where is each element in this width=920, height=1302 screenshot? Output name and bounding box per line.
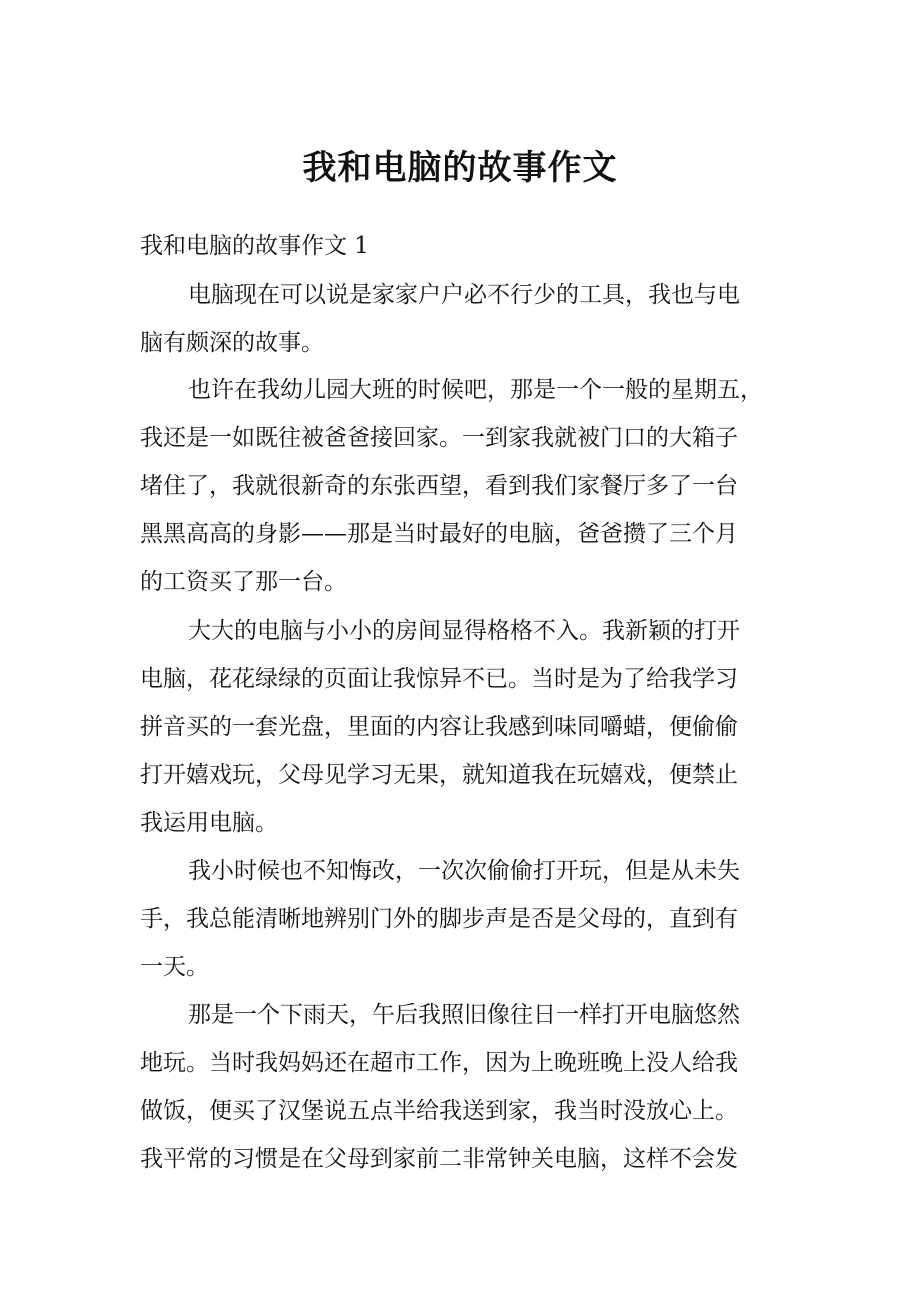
paragraph-line: 也许在我幼儿园大班的时候吧，那是一个一般的星期五， (188, 377, 763, 403)
paragraph-line: 我小时候也不知悔改，一次次偷偷打开玩，但是从未失 (188, 858, 740, 884)
paragraph-line: 那是一个下雨天，午后我照旧像往日一样打开电脑悠然 (188, 1002, 740, 1028)
paragraph-1 (140, 271, 780, 367)
paragraph-line: 拼音买的一套光盘，里面的内容让我感到味同嚼蜡，便偷偷 (140, 714, 738, 740)
paragraph-line: 的工资买了那一台。 (140, 569, 347, 595)
paragraph-line: 黑黑高高的身影——那是当时最好的电脑，爸爸攒了三个月 (140, 521, 738, 547)
paragraph-line: 我运用电脑。 (140, 810, 278, 836)
paragraph-line: 地玩。当时我妈妈还在超市工作，因为上晚班晚上没人给我 (140, 1050, 738, 1076)
paragraph-line: 脑有颇深的故事。 (140, 330, 324, 356)
paragraph-4 (140, 847, 780, 991)
paragraph-line: 电脑，花花绿绿的页面让我惊异不已。当时是为了给我学习 (140, 666, 738, 692)
paragraph-line: 一天。 (140, 954, 209, 980)
paragraph-2 (140, 366, 780, 606)
paragraph-line: 手，我总能清晰地辨别门外的脚步声是否是父母的，直到有 (140, 906, 738, 932)
paragraph-line: 打开嬉戏玩，父母见学习无果，就知道我在玩嬉戏，便禁止 (140, 762, 738, 788)
paragraph-5 (140, 991, 780, 1183)
paragraph-line: 做饭，便买了汉堡说五点半给我送到家，我当时没放心上。 (140, 1098, 738, 1124)
section-heading: 我和电脑的故事作文 1 (140, 233, 369, 259)
paragraph-3 (140, 607, 780, 847)
paragraph-line: 大大的电脑与小小的房间显得格格不入。我新颖的打开 (188, 618, 740, 644)
paragraph-line: 我平常的习惯是在父母到家前二非常钟关电脑，这样不会发 (140, 1146, 738, 1172)
document-title: 我和电脑的故事作文 (302, 148, 618, 188)
paragraph-line: 堵住了，我就很新奇的东张西望，看到我们家餐厅多了一台 (140, 473, 738, 499)
paragraph-line: 我还是一如既往被爸爸接回家。一到家我就被门口的大箱子 (140, 425, 738, 451)
paragraph-line: 电脑现在可以说是家家户户必不行少的工具，我也与电 (188, 282, 740, 308)
